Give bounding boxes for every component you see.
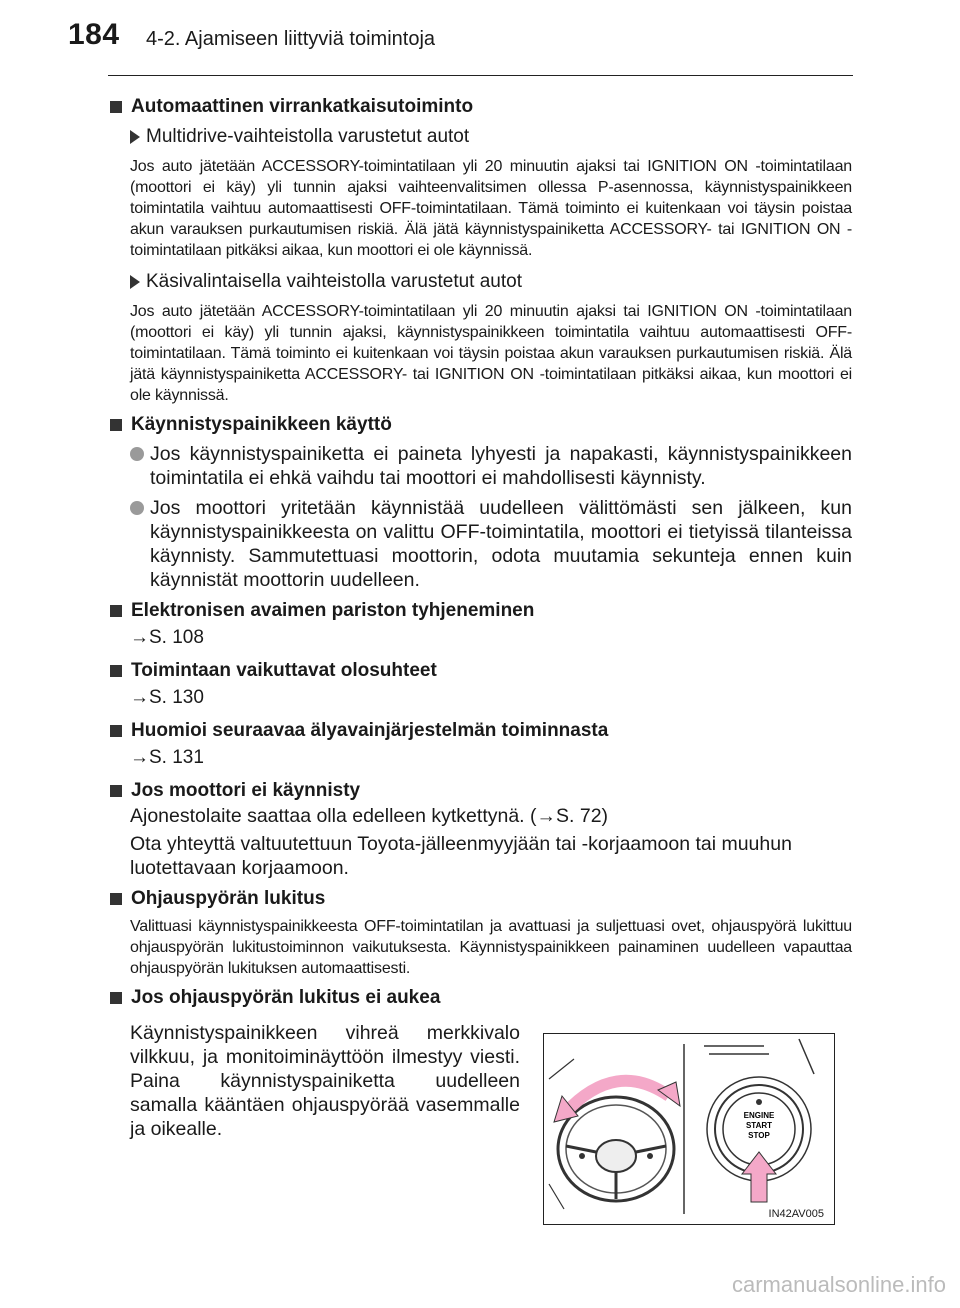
wheel-control	[647, 1153, 653, 1159]
section-heading	[110, 412, 852, 438]
circle-bullet-icon	[130, 447, 144, 461]
watermark: carmanualsonline.info	[731, 1272, 946, 1297]
subheading-text: Käsivalintaisella vaihteistolla varustetut autot	[146, 271, 522, 292]
square-bullet-icon	[110, 419, 122, 431]
bullet-text: Jos käynnistyspainiketta ei paineta lyhyesti ja napakasti, käynnistyspainikkeen toimintatila ei ehkä vaihdu tai moottori ei mahdollisesti käynnisty.	[150, 443, 852, 489]
bullet-item	[130, 442, 852, 490]
paragraph: Jos auto jätetään ACCESSORY-toimintatilaan yli 20 minuutin ajaksi tai IGNITION ON -toimintatilaan (moottori ei käy) yli tunnin ajaksi vaihteenvalitsimen ollessa P-asennossa, käynnistyspainikkeen toimintatila vaihtuu automaattisesti OFF-toimintatilaan. Tämä toiminto ei kuitenkaan voi täysin poistaa akun varauksen purkautumisen riskiä. Älä jätä käynnistyspainiketta ACCESSORY- tai IGNITION ON -toimintatilaan pitkäksi aikaa, kun moottori ei ole käynnissä.	[130, 158, 852, 259]
heading-text: Jos ohjauspyörän lukitus ei aukea	[131, 987, 441, 1008]
heading-text: Elektronisen avaimen pariston tyhjeneminen	[131, 600, 535, 621]
indicator-light	[756, 1099, 762, 1105]
paragraph: Ajonestolaite saattaa olla edelleen kytkettynä. (→S. 72)	[130, 805, 609, 827]
header-divider	[108, 75, 853, 76]
paragraph: Valittuasi käynnistyspainikkeesta OFF-toimintatilan ja avattuasi ja suljettuasi ovet, ohjauspyörä lukittuu ohjauspyörän lukitustoiminnon vaikutuksesta. Käynnistyspainikkeen painaminen uudelleen vapauttaa ohjauspyörän lukituksen automaattisesti.	[130, 918, 852, 977]
subheading	[130, 122, 852, 152]
triangle-bullet-icon	[130, 275, 140, 289]
square-bullet-icon	[110, 893, 122, 905]
section-heading	[110, 658, 852, 684]
heading-text: Toimintaan vaikuttavat olosuhteet	[131, 660, 437, 681]
dashboard-line	[704, 1046, 769, 1054]
page-reference-link[interactable]: →S. 130	[130, 687, 204, 708]
square-bullet-icon	[110, 665, 122, 677]
section-heading	[110, 718, 852, 744]
steering-hub	[596, 1140, 636, 1172]
heading-text: Huomioi seuraavaa älyavainjärjestelmän toiminnasta	[131, 720, 609, 741]
circle-bullet-icon	[130, 501, 144, 515]
square-bullet-icon	[110, 725, 122, 737]
paragraph: Ota yhteyttä valtuutettuun Toyota-jälleenmyyjään tai -korjaamoon tai muuhun luotettavaan korjaamoon.	[130, 833, 792, 879]
button-label: STOP	[748, 1131, 770, 1140]
subheading-text: Multidrive-vaihteistolla varustetut autot	[146, 126, 470, 147]
square-bullet-icon	[110, 101, 122, 113]
dashboard-line	[799, 1039, 814, 1074]
section-heading	[110, 886, 852, 912]
heading-text: Ohjauspyörän lukitus	[131, 888, 326, 909]
bullet-item	[130, 496, 852, 592]
square-bullet-icon	[110, 785, 122, 797]
wheel-control	[579, 1153, 585, 1159]
page-reference-link[interactable]: →S. 108	[130, 627, 204, 648]
triangle-bullet-icon	[130, 130, 140, 144]
steering-lock-illustration	[543, 1033, 835, 1225]
heading-text: Jos moottori ei käynnisty	[131, 780, 361, 801]
illustration-svg	[544, 1034, 834, 1224]
section-heading	[110, 94, 852, 120]
section-heading	[110, 778, 852, 804]
figure-code: IN42AV005	[768, 1208, 824, 1220]
paragraph: Käynnistyspainikkeen vihreä merkkivalo vilkkuu, ja monitoiminäyttöön ilmestyy viesti. Paina käynnistyspainiketta uudelleen samalla kääntäen ohjauspyörää vasemmalle ja oikealle.	[130, 1022, 520, 1140]
page-reference-link[interactable]: →S. 131	[130, 747, 204, 768]
paragraph: Jos auto jätetään ACCESSORY-toimintatilaan yli 20 minuutin ajaksi tai IGNITION ON -toimintatilaan (moottori ei käy) yli tunnin ajaksi, käynnistyspainikkeen toimintatila vaihtuu automaattisesti OFF-toimintatilaan. Tämä toiminto ei kuitenkaan voi täysin poistaa akun varauksen purkautumisen riskiä. Älä jätä käynnistyspainiketta ACCESSORY- tai IGNITION ON -toimintatilaan pitkäksi aikaa, kun moottori ei ole käynnissä.	[130, 303, 852, 404]
button-label: START	[745, 1121, 773, 1130]
heading-text: Automaattinen virrankatkaisutoiminto	[131, 96, 474, 117]
heading-text: Käynnistyspainikkeen käyttö	[131, 414, 392, 435]
section-heading	[110, 985, 852, 1011]
page-content	[110, 88, 852, 1141]
square-bullet-icon	[110, 992, 122, 1004]
square-bullet-icon	[110, 605, 122, 617]
section-heading	[110, 598, 852, 624]
subheading	[130, 267, 852, 297]
section-header-title: 4-2. Ajamiseen liittyviä toimintoja	[146, 28, 436, 50]
bullet-text: Jos moottori yritetään käynnistää uudelleen välittömästi sen jälkeen, kun käynnistyspainikkeesta on valittu OFF-toimintatila, moottori ei tietyissä tilanteissa käynnisty. Sammutettuasi moottorin, odota muutamia sekunteja ennen kuin käynnistät moottorin uudelleen.	[150, 497, 852, 591]
page-number: 184	[68, 18, 120, 51]
button-label: ENGINE	[743, 1111, 775, 1120]
